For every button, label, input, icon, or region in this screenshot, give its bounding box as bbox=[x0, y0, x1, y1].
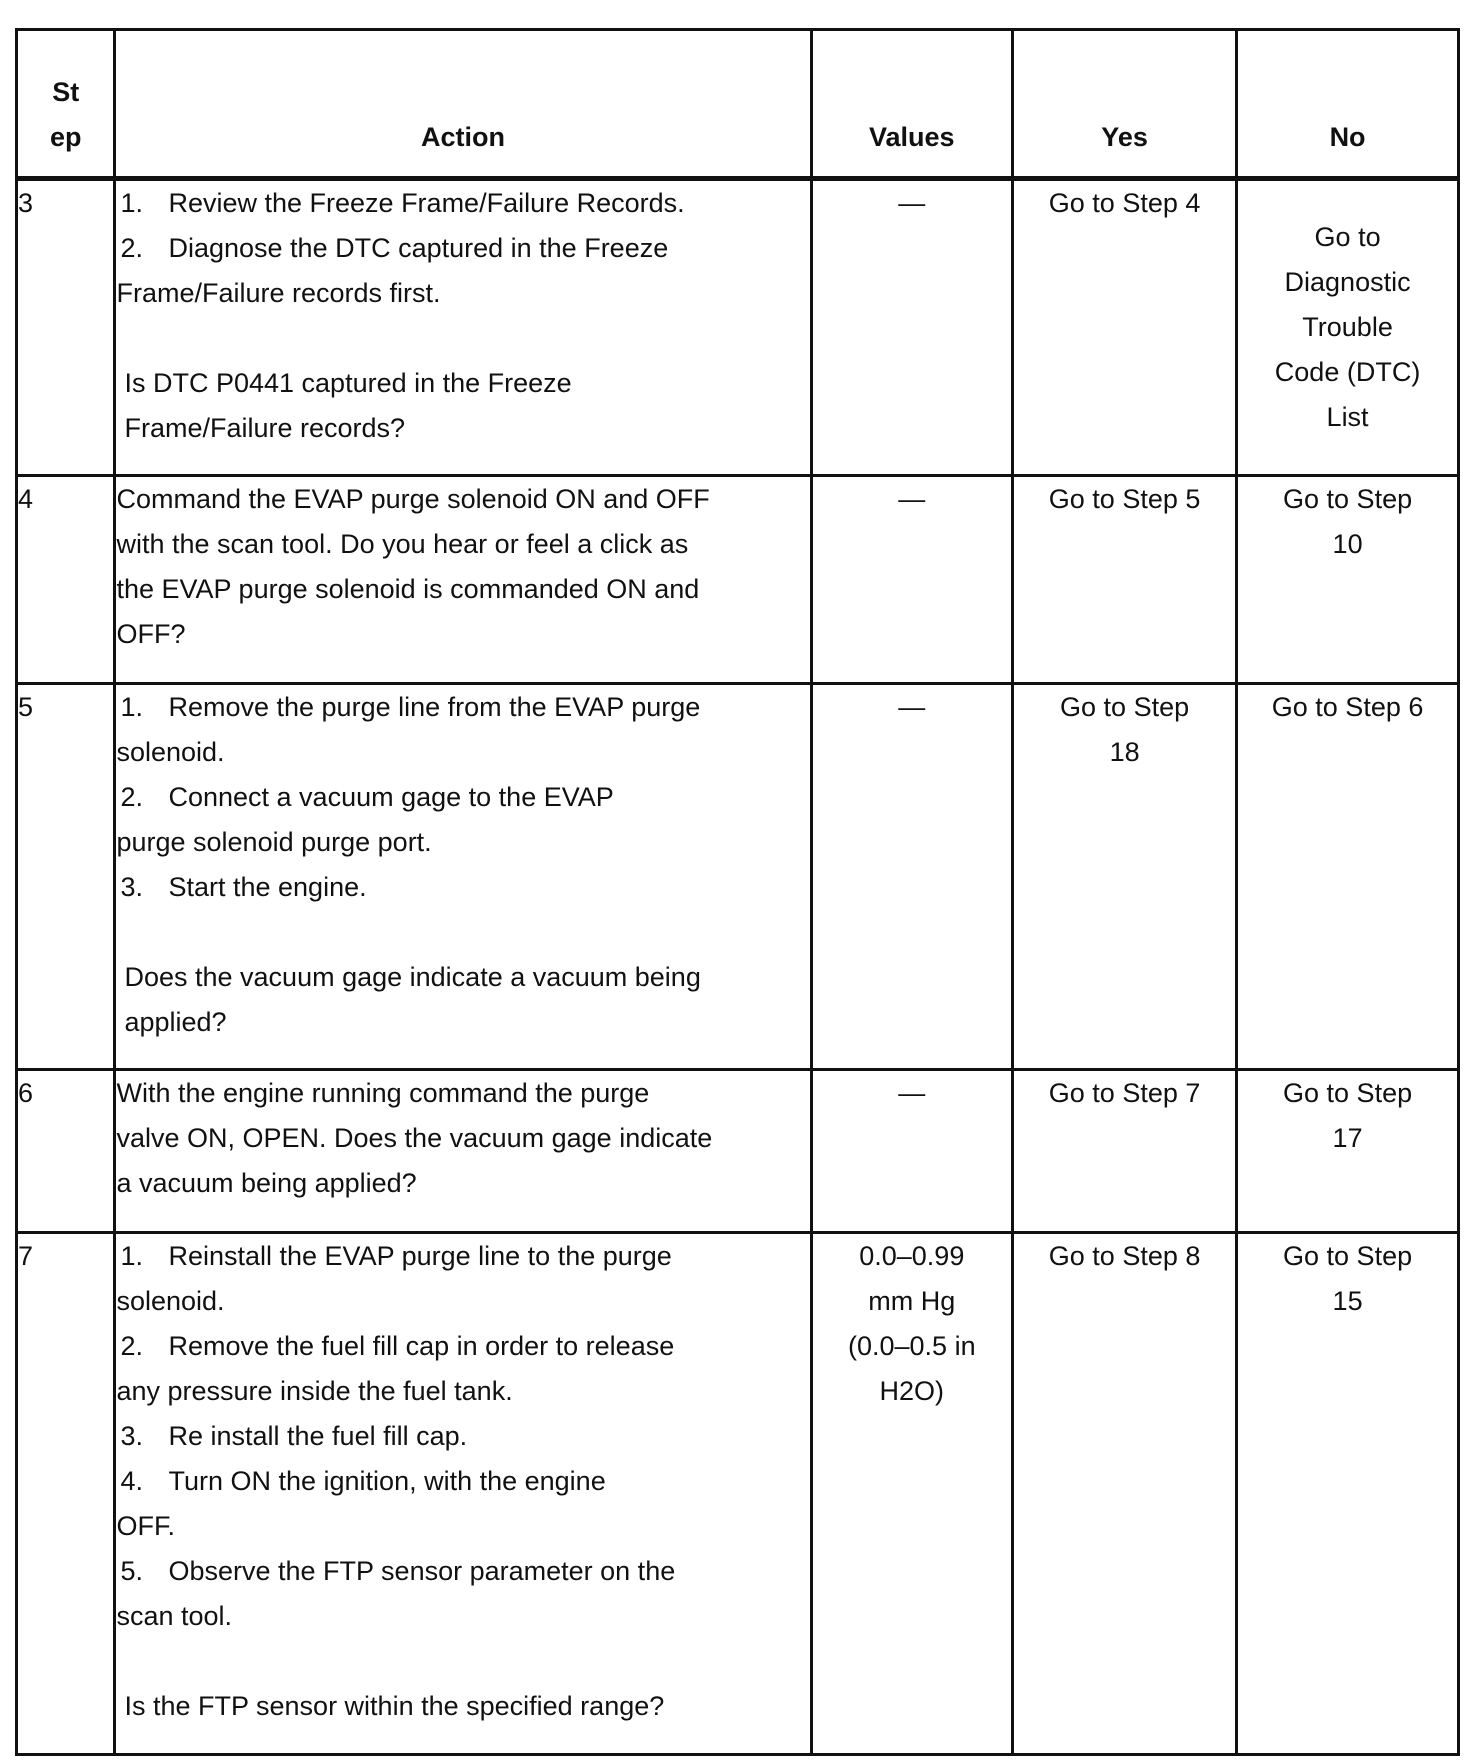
values-cell: — bbox=[811, 684, 1012, 1070]
spacer bbox=[116, 910, 809, 955]
action-text: solenoid. bbox=[116, 1286, 225, 1316]
action-line bbox=[116, 730, 809, 775]
action-line bbox=[116, 865, 809, 910]
action-text: with the scan tool. Do you hear or feel a click as bbox=[116, 529, 689, 559]
step-item-number: 2. bbox=[120, 1331, 143, 1361]
action-line bbox=[116, 1459, 809, 1504]
action-cell bbox=[115, 1233, 811, 1755]
action-line bbox=[116, 775, 809, 820]
action-text: Frame/Failure records first. bbox=[116, 278, 441, 308]
question-text: Does the vacuum gage indicate a vacuum being bbox=[124, 962, 701, 992]
step-item-number: 2. bbox=[120, 233, 143, 263]
step-number: 3 bbox=[17, 179, 115, 476]
spacer bbox=[116, 1639, 809, 1684]
step-item-number: 5. bbox=[120, 1556, 143, 1586]
action-text: Re install the fuel fill cap. bbox=[168, 1421, 468, 1451]
no-result: Go to Step 15 bbox=[1237, 1233, 1459, 1755]
action-line bbox=[116, 820, 809, 865]
step-item-number: 3. bbox=[120, 872, 143, 902]
header-values: Values bbox=[811, 30, 1012, 179]
values-cell: 0.0–0.99 mm Hg (0.0–0.5 in H2O) bbox=[811, 1233, 1012, 1755]
table-row bbox=[17, 1233, 1459, 1755]
step-item-number: 2. bbox=[120, 782, 143, 812]
action-text: any pressure inside the fuel tank. bbox=[116, 1376, 513, 1406]
table-row bbox=[17, 476, 1459, 684]
action-line bbox=[116, 1504, 809, 1549]
step-item-number: 4. bbox=[120, 1466, 143, 1496]
question-text: Frame/Failure records? bbox=[124, 413, 406, 443]
yes-result: Go to Step 18 bbox=[1013, 684, 1237, 1070]
table-row bbox=[17, 684, 1459, 1070]
action-text: Remove the fuel fill cap in order to release bbox=[168, 1331, 675, 1361]
header-no: No bbox=[1237, 30, 1459, 179]
action-cell bbox=[115, 476, 811, 684]
no-result: Go to Step 10 bbox=[1237, 476, 1459, 684]
action-line bbox=[116, 1279, 809, 1324]
action-line bbox=[116, 226, 809, 271]
action-text: Command the EVAP purge solenoid ON and OFF bbox=[116, 484, 710, 514]
action-line bbox=[116, 1414, 809, 1459]
action-cell bbox=[115, 684, 811, 1070]
no-result: Go to Step 17 bbox=[1237, 1070, 1459, 1233]
action-line bbox=[116, 1234, 809, 1279]
no-result: Go to Diagnostic Trouble Code (DTC) List bbox=[1237, 179, 1459, 476]
action-text: solenoid. bbox=[116, 737, 225, 767]
action-text: OFF. bbox=[116, 1511, 175, 1541]
step-number: 6 bbox=[17, 1070, 115, 1233]
action-text: Reinstall the EVAP purge line to the purge bbox=[168, 1241, 672, 1271]
header-yes: Yes bbox=[1013, 30, 1237, 179]
action-line bbox=[116, 1324, 809, 1369]
action-line bbox=[116, 1549, 809, 1594]
step-number: 4 bbox=[17, 476, 115, 684]
action-text: valve ON, OPEN. Does the vacuum gage indicate bbox=[116, 1123, 713, 1153]
action-text: scan tool. bbox=[116, 1601, 233, 1631]
action-text: a vacuum being applied? bbox=[116, 1168, 417, 1198]
table-row bbox=[17, 1070, 1459, 1233]
step-item-number: 1. bbox=[120, 1241, 143, 1271]
action-line bbox=[116, 181, 809, 226]
step-number: 7 bbox=[17, 1233, 115, 1755]
action-text: purge solenoid purge port. bbox=[116, 827, 432, 857]
action-cell bbox=[115, 179, 811, 476]
yes-result: Go to Step 4 bbox=[1013, 179, 1237, 476]
header-step: St ep bbox=[17, 30, 115, 179]
diagnostic-table bbox=[15, 28, 1460, 1756]
action-text: Start the engine. bbox=[168, 872, 367, 902]
action-text: Diagnose the DTC captured in the Freeze bbox=[168, 233, 669, 263]
yes-result: Go to Step 8 bbox=[1013, 1233, 1237, 1755]
table-row bbox=[17, 179, 1459, 476]
action-text: Turn ON the ignition, with the engine bbox=[168, 1466, 606, 1496]
action-cell bbox=[115, 1070, 811, 1233]
question-text: Is the FTP sensor within the specified range? bbox=[124, 1691, 665, 1721]
values-cell: — bbox=[811, 179, 1012, 476]
step-item-number: 1. bbox=[120, 188, 143, 218]
header-action: Action bbox=[115, 30, 811, 179]
action-line bbox=[116, 1594, 809, 1639]
action-text: Connect a vacuum gage to the EVAP bbox=[168, 782, 614, 812]
step-item-number: 3. bbox=[120, 1421, 143, 1451]
action-line bbox=[116, 271, 809, 316]
action-text: OFF? bbox=[116, 619, 186, 649]
action-text: Observe the FTP sensor parameter on the bbox=[168, 1556, 676, 1586]
action-text: With the engine running command the purge bbox=[116, 1078, 650, 1108]
action-text: the EVAP purge solenoid is commanded ON and bbox=[116, 574, 700, 604]
question-text: Is DTC P0441 captured in the Freeze bbox=[124, 368, 572, 398]
yes-result: Go to Step 7 bbox=[1013, 1070, 1237, 1233]
step-item-number: 1. bbox=[120, 692, 143, 722]
header-row bbox=[17, 30, 1459, 179]
action-line bbox=[116, 1369, 809, 1414]
action-text: Remove the purge line from the EVAP purge bbox=[168, 692, 701, 722]
action-line bbox=[116, 685, 809, 730]
values-cell: — bbox=[811, 1070, 1012, 1233]
yes-result: Go to Step 5 bbox=[1013, 476, 1237, 684]
step-number: 5 bbox=[17, 684, 115, 1070]
action-text: Review the Freeze Frame/Failure Records. bbox=[168, 188, 685, 218]
spacer bbox=[116, 316, 809, 361]
values-cell: — bbox=[811, 476, 1012, 684]
question-text: applied? bbox=[124, 1007, 227, 1037]
no-result: Go to Step 6 bbox=[1237, 684, 1459, 1070]
